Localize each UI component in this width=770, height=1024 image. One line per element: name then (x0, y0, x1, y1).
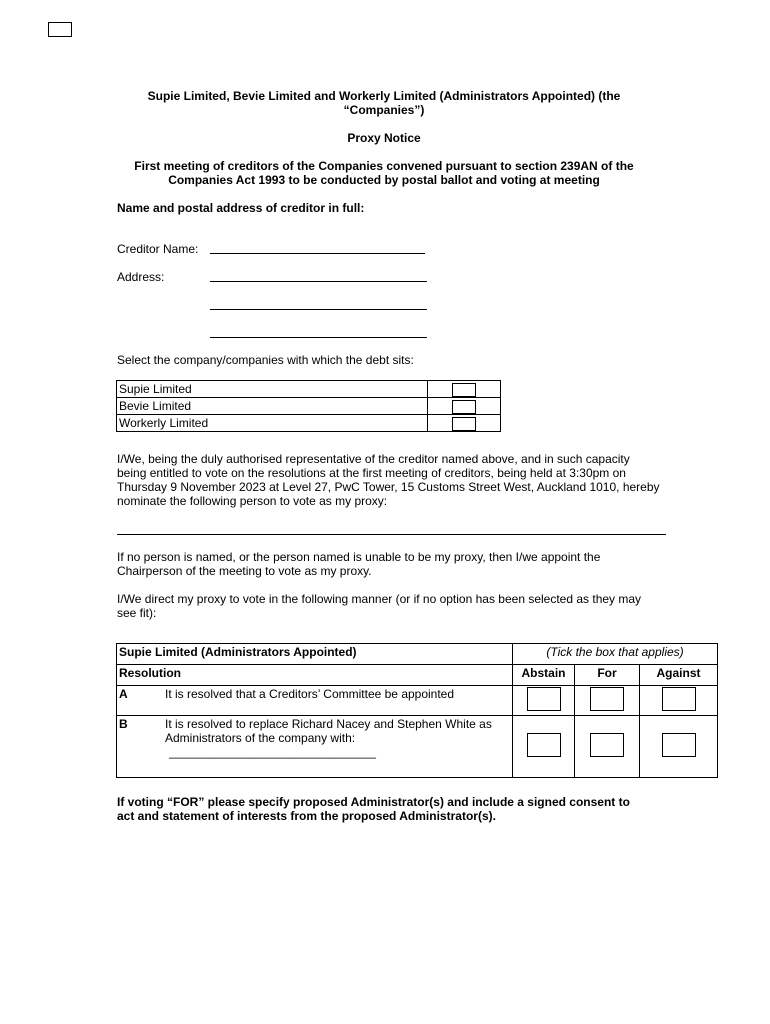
administrator-name-blank[interactable]: _______________________________ (169, 745, 376, 759)
proxy-name-field[interactable] (117, 534, 666, 535)
supie-checkbox[interactable] (452, 383, 476, 397)
resolution-row (117, 686, 718, 716)
company-name: Bevie Limited (117, 398, 428, 415)
against-header: Against (640, 665, 718, 686)
resolution-text: It is resolved that a Creditors’ Committee be appointed (165, 687, 455, 701)
resolution-header: Resolution (117, 665, 513, 686)
resolution-b-against-box[interactable] (662, 733, 696, 757)
company-row (117, 398, 501, 415)
address-line-2[interactable] (210, 309, 427, 310)
address-line-1[interactable] (210, 281, 427, 282)
resolution-text: It is resolved to replace Richard Nacey and Stephen White as Administrators of the company with: (165, 717, 492, 745)
fallback-proxy-text: If no person is named, or the person named is unable to be my proxy, then I/we appoint the Chairperson of the meeting to vote as my proxy. (117, 550, 601, 578)
company-row (117, 415, 501, 432)
resolution-letter: B (119, 717, 128, 731)
address-line-3[interactable] (210, 337, 427, 338)
company-name: Supie Limited (117, 381, 428, 398)
resolution-row (117, 716, 718, 778)
creditor-name-label: Creditor Name: (117, 242, 199, 256)
resolution-b-for-box[interactable] (590, 733, 624, 757)
workerly-checkbox[interactable] (452, 417, 476, 431)
resolutions-table (116, 643, 718, 778)
company-name: Workerly Limited (117, 415, 428, 432)
document-title: Supie Limited, Bevie Limited and Workerly Limited (Administrators Appointed) (the “Companies”) (147, 89, 621, 117)
bevie-checkbox[interactable] (452, 400, 476, 414)
notice-title: Proxy Notice (347, 131, 421, 145)
meeting-subtitle: First meeting of creditors of the Companies convened pursuant to section 239AN of the Companies Act 1993 to be conducted by postal ballot and voting at meeting (134, 159, 634, 187)
company-selection-table (116, 380, 501, 432)
for-vote-note: If voting “FOR” please specify proposed Administrator(s) and include a signed consent to act and statement of interests from the proposed Administrator(s). (117, 795, 630, 823)
company-select-prompt: Select the company/companies with which the debt sits: (117, 353, 414, 367)
tick-instruction: (Tick the box that applies) (513, 644, 718, 665)
resolution-letter: A (119, 687, 128, 701)
abstain-header: Abstain (513, 665, 575, 686)
proxy-nomination-text: I/We, being the duly authorised representative of the creditor named above, and in such capacity being entitled to vote on the resolutions at the first meeting of creditors, being held at 3:30pm on Thursday 9 November 2023 at Level 27, PwC Tower, 15 Customs Street West, Auckland 1010, hereby nominate the following person to vote as my proxy: (117, 452, 660, 508)
address-label: Address: (117, 270, 165, 284)
resolution-a-for-box[interactable] (590, 687, 624, 711)
creditor-heading: Name and postal address of creditor in full: (117, 201, 365, 215)
for-header: For (575, 665, 640, 686)
resolution-a-abstain-box[interactable] (527, 687, 561, 711)
creditor-name-field[interactable] (210, 253, 425, 254)
voting-direction-text: I/We direct my proxy to vote in the following manner (or if no option has been selected as they may see fit): (117, 592, 642, 620)
resolution-b-abstain-box[interactable] (527, 733, 561, 757)
resolution-a-against-box[interactable] (662, 687, 696, 711)
company-header: Supie Limited (Administrators Appointed) (117, 644, 513, 665)
page-marker-box (48, 22, 72, 37)
company-row (117, 381, 501, 398)
